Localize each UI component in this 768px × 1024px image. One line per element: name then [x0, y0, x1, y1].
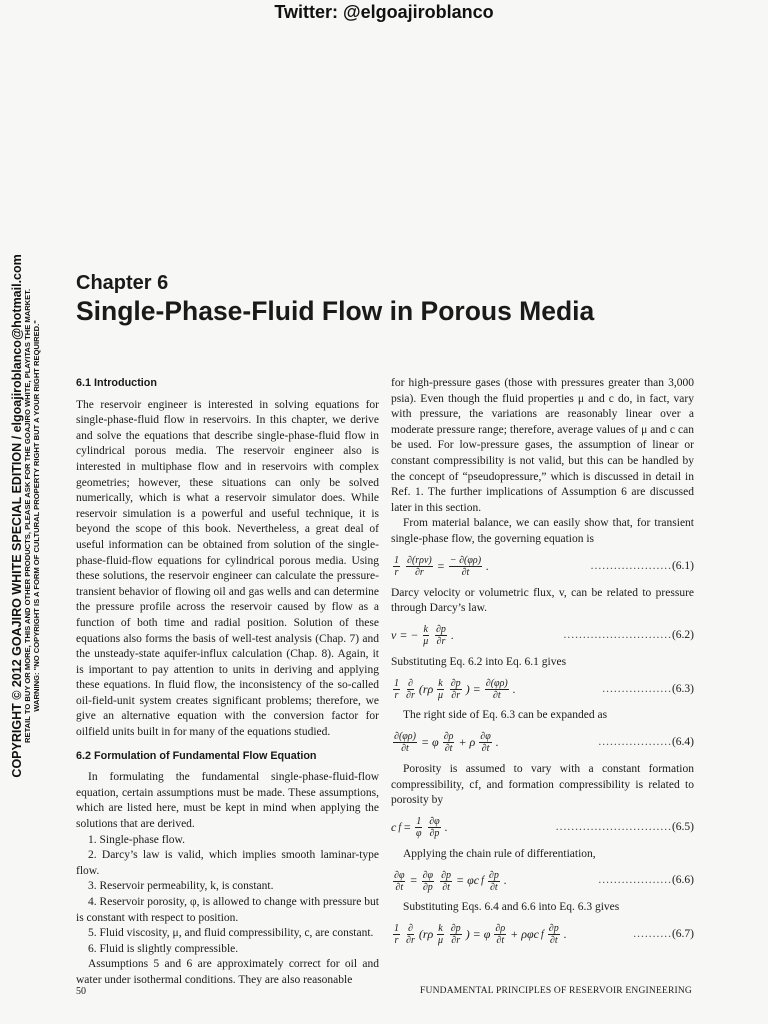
twitter-banner: Twitter: @elgoajiroblanco: [274, 2, 494, 22]
right-paragraph-5: The right side of Eq. 6.3 can be expanded as: [403, 709, 608, 722]
side-copyright-notice: [10, 136, 42, 896]
equation-6-7-expression: $\frac{1}{r}$ $\frac{\partial}{\partial r}$ (rρ $\frac{k}{\mu}$ $\frac{\partial p}{\partial r}$ ) = φ $\frac{\partial\rho}{\partial t}$ + ρφc f $\frac{\partial p}{\partial t}$ .: [394, 923, 567, 947]
assumption-item: 1. Single-phase flow.: [88, 833, 185, 846]
equation-number: (6.7): [671, 928, 694, 941]
equation-number: (6.2): [671, 628, 694, 641]
equation-6-7: $\frac{1}{r}$ $\frac{\partial}{\partial r}$ (rρ $\frac{k}{\mu}$ $\frac{\partial p}{\partial r}$ ) = φ $\frac{\partial\rho}{\partial t}$ + ρφc f $\frac{\partial p}{\partial t}$ . ..........(6.7): [391, 920, 694, 950]
assumption-item: 5. Fluid viscosity, μ, and fluid compressibility, c, are constant.: [88, 927, 374, 940]
section-heading-introduction: 6.1 Introduction: [76, 377, 157, 389]
equation-number: (6.4): [671, 736, 694, 749]
side-notice-line2: RETAIL TO BUY OR MORE, THIS AND OTHER PRODUCTS, PLEASE ASK FOR THE GOAJIRO WHITE, PLAYITAS THE MARKET.: [23, 288, 33, 743]
right-paragraph-1: for high-pressure gases (those with pressures greater than 3,000 psia). Even though the fluid properties μ and c do, in fact, vary with pressure, the variations are reasonably linear over a moderate pressure range; therefore, average values of μ and c can be used. For low-pressure gases, the assumption of linear or constant compressibility is not valid, but this can be handled by the concept of “pseudopressure,” which is discussed in detail in Ref. 1. The further implications of Assumption 6 are discussed later in this section.: [391, 377, 694, 514]
page-number: 50: [76, 986, 86, 997]
equation-6-3-expression: $\frac{1}{r}$ $\frac{\partial}{\partial r}$ (rρ $\frac{k}{\mu}$ $\frac{\partial p}{\partial r}$ ) = $\frac{\partial(\varphi\rho)}{\partial t}$ .: [394, 677, 516, 701]
equation-number: (6.1): [671, 559, 694, 572]
right-paragraph-6: Porosity is assumed to vary with a constant formation compressibility, cf, and formation compressibility is related to porosity by: [391, 762, 694, 807]
right-column: [391, 376, 694, 954]
side-notice-line3: WARNING: "NO COPYRIGHT IS A FORM OF CULTURAL PROPERTY RIGHT BUT A YOUR RIGHT REQUIRED.": [32, 320, 42, 712]
assumption-item: 3. Reservoir permeability, k, is constant.: [88, 880, 274, 893]
chapter-title: Single-Phase-Fluid Flow in Porous Media: [76, 296, 595, 326]
right-paragraph-8: Substituting Eqs. 6.4 and 6.6 into Eq. 6.3 gives: [403, 901, 620, 914]
assumption-item: 2. Darcy’s law is valid, which implies smooth laminar-type flow.: [76, 849, 379, 877]
left-column: [76, 376, 379, 989]
side-notice-line1: COPYRIGHT © 2012 GOAJIRO WHITE SPECIAL EDITION / elgoajiroblanco@hotmail.com: [10, 254, 25, 778]
equation-6-6-expression: $\frac{\partial\varphi}{\partial t}$ = $\frac{\partial\varphi}{\partial p}$ $\frac{\partial p}{\partial t}$ = φc f $\frac{\partial p}{\partial t}$ .: [394, 869, 507, 893]
equation-6-1-expression: $\frac{1}{r}$ $\frac{\text{∂(rρv)}}{\partial r}$ = $\frac{- \partial(\varphi\rho)}{\partial t}$ .: [394, 555, 490, 579]
introduction-paragraph: The reservoir engineer is interested in solving equations for single-phase-fluid flow in reservoirs. In this chapter, we derive and solve the equations that describe single-phase-fluid flow in cylindrical porous media. The reservoir engineer also is interested in multiphase flow and in reservoirs with complex geometries; however, these situations can only be solved numerically, which is what a reservoir simulator does. While reservoir simulation is a powerful and useful technique, it is beyond the scope of this book. Nevertheless, a great deal of useful information can be obtained from solution of the single-phase-fluid-flow equations for cylindrical porous media. Using these solutions, the reservoir engineer can calculate the pressure-transient behavior of flowing oil and gas wells and can determine the pressure profile across the reservoir caused by flow as a function of both time and radial position. Solution of these equations also forms the basis of well-test analysis (Chap. 7) and the unsteady-state aquifer-influx calculation (Chap. 8). Again, it is important to pay attention to units in deriving and applying these equations. In fluid flow, the inconsistency of the so-called oil-field-unit system creates significant problems; therefore, we give an alternative equation with the conversion factor for oilfield units built in for many of the equations studied.: [76, 398, 379, 739]
equation-6-6: $\frac{\partial\varphi}{\partial t}$ = $\frac{\partial\varphi}{\partial p}$ $\frac{\partial p}{\partial t}$ = φc f $\frac{\partial p}{\partial t}$ . ...................(6.6): [391, 866, 694, 896]
right-paragraph-2: From material balance, we can easily show that, for transient single-phase flow, the governing equation is: [391, 517, 694, 545]
right-paragraph-3: Darcy velocity or volumetric flux, v, can be related to pressure through Darcy’s law.: [391, 586, 694, 615]
equation-number: (6.5): [671, 820, 694, 833]
chapter-label: Chapter 6: [76, 272, 169, 294]
formulation-paragraph: In formulating the fundamental single-phase-fluid-flow equation, certain assumptions must be made. These assumptions, which are listed here, must be kept in mind when applying the solutions that are derived.: [76, 771, 379, 831]
right-paragraph-7: Applying the chain rule of differentiation,: [403, 847, 596, 860]
equation-6-1: $\frac{1}{r}$ $\frac{\text{∂(rρv)}}{\partial r}$ = $\frac{- \partial(\varphi\rho)}{\partial t}$ . .....................(6.1): [391, 552, 694, 582]
equation-6-4: $\frac{\partial(\varphi\rho)}{\partial t}$ = φ $\frac{\partial\rho}{\partial t}$ + ρ $\frac{\partial\varphi}{\partial t}$ . ...................(6.4): [391, 728, 694, 758]
section-heading-formulation: 6.2 Formulation of Fundamental Flow Equation: [76, 749, 317, 762]
closing-paragraph: Assumptions 5 and 6 are approximately correct for oil and water under isothermal conditions. They are also reasonable: [76, 958, 379, 986]
equation-number: (6.3): [671, 682, 694, 695]
running-footer-title: FUNDAMENTAL PRINCIPLES OF RESERVOIR ENGINEERING: [420, 986, 692, 996]
equation-6-2: v = − $\frac{k}{\mu}$ $\frac{\partial p}{\partial r}$ . ............................(6.2): [391, 624, 694, 648]
equation-number: (6.6): [671, 874, 694, 887]
equation-6-5: c f = $\frac{1}{\varphi}$ $\frac{\partial\varphi}{\partial p}$ . ..............................(6.5): [391, 816, 694, 840]
right-paragraph-4: Substituting Eq. 6.2 into Eq. 6.1 gives: [391, 655, 567, 668]
equation-6-3: $\frac{1}{r}$ $\frac{\partial}{\partial r}$ (rρ $\frac{k}{\mu}$ $\frac{\partial p}{\partial r}$ ) = $\frac{\partial(\varphi\rho)}{\partial t}$ . ..................(6.3): [391, 674, 694, 704]
equation-6-2-expression: v = − $\frac{k}{\mu}$ $\frac{\partial p}{\partial r}$ .: [391, 624, 454, 648]
assumption-item: 4. Reservoir porosity, φ, is allowed to change with pressure but is constant with respect to position.: [76, 896, 379, 924]
equation-6-4-expression: $\frac{\partial(\varphi\rho)}{\partial t}$ = φ $\frac{\partial\rho}{\partial t}$ + ρ $\frac{\partial\varphi}{\partial t}$ .: [394, 731, 499, 755]
assumption-item: 6. Fluid is slightly compressible.: [88, 942, 239, 955]
equation-6-5-expression: c f = $\frac{1}{\varphi}$ $\frac{\partial\varphi}{\partial p}$ .: [391, 816, 448, 840]
